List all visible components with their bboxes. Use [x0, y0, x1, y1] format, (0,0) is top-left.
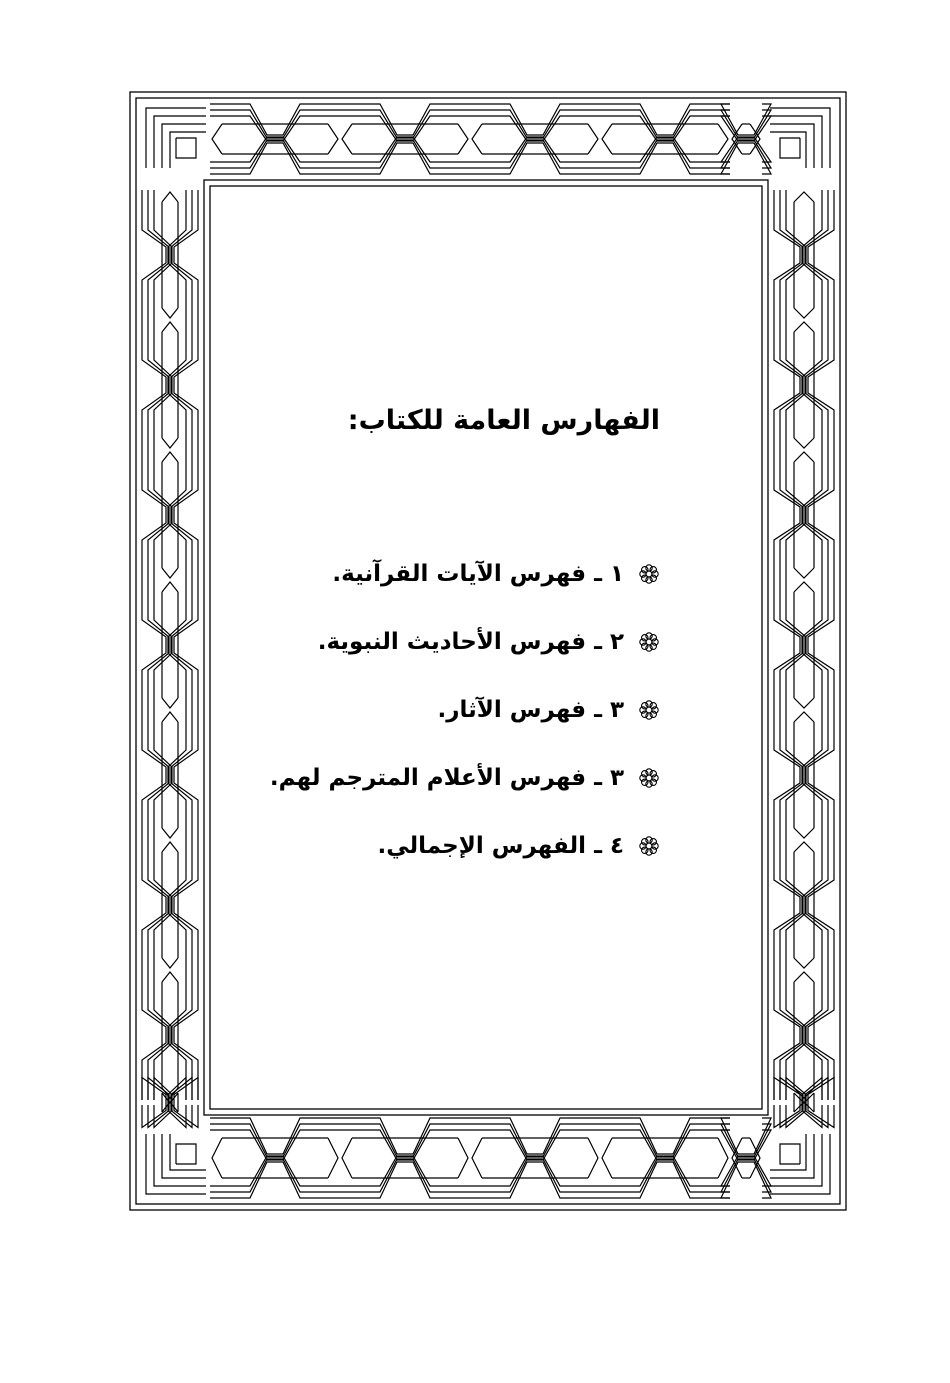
list-item [270, 812, 660, 880]
list-item-label: ٣ ـ فهرس الآثار. [437, 697, 624, 723]
list-item [270, 608, 660, 676]
rosette-icon [638, 563, 660, 585]
list-item [270, 744, 660, 812]
list-item-label: ٤ ـ الفهرس الإجمالي. [377, 833, 624, 859]
list-item [270, 676, 660, 744]
list-item [270, 540, 660, 608]
list-item-label: ٣ ـ فهرس الأعلام المترجم لهم. [269, 765, 624, 791]
index-list [270, 540, 660, 880]
page-title: الفهارس العامة للكتاب: [347, 405, 660, 436]
list-item-label: ١ ـ فهرس الآيات القرآنية. [332, 561, 624, 587]
rosette-icon [638, 631, 660, 653]
rosette-icon [638, 767, 660, 789]
rosette-icon [638, 699, 660, 721]
rosette-icon [638, 835, 660, 857]
list-item-label: ٢ ـ فهرس الأحاديث النبوية. [317, 629, 624, 655]
